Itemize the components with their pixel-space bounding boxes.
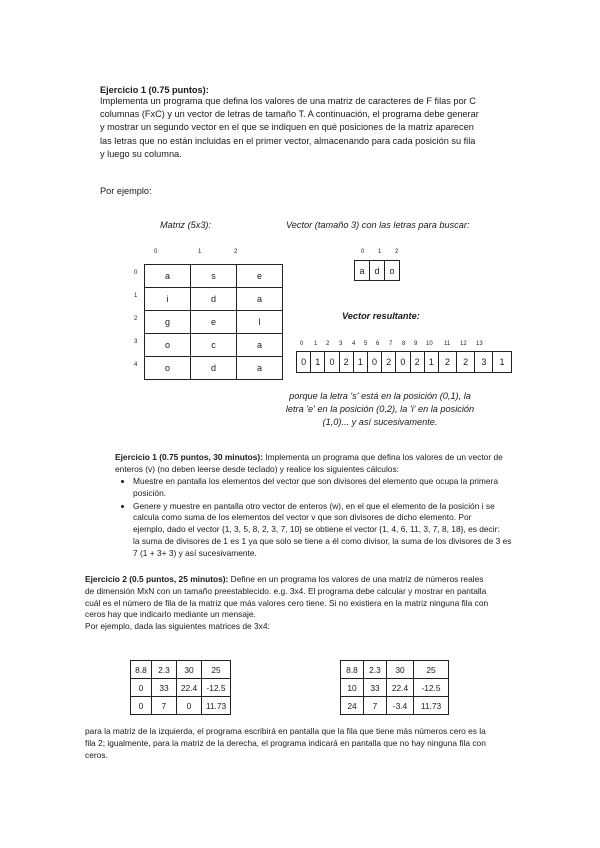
vector-index: 0 [361, 249, 365, 255]
matrix-row [145, 334, 283, 357]
result-cell: 1 [353, 352, 367, 373]
result-cell: 0 [367, 352, 381, 373]
result-row [297, 352, 512, 373]
result-index: 0 [300, 341, 304, 347]
number-cell: 30 [387, 661, 414, 679]
right-number-matrix [340, 660, 449, 715]
result-cell: 3 [475, 352, 493, 373]
bullet-list [119, 476, 519, 560]
number-cell: 0 [131, 697, 152, 715]
matrix-col-index: 1 [198, 249, 202, 255]
matrix-cell: c [191, 334, 237, 357]
matrix-row [145, 288, 283, 311]
ej2-line: Por ejemplo, dada las siguientes matrices de 3x4: [85, 621, 270, 632]
matrix-row [145, 357, 283, 380]
number-cell: 0 [177, 697, 202, 715]
matrix-cell: d [191, 288, 237, 311]
result-vector [296, 351, 512, 373]
ej2-title: Ejercicio 2 (0.5 puntos, 25 minutos): [85, 574, 229, 584]
number-matrix-row [131, 661, 231, 679]
result-index: 9 [414, 341, 418, 347]
por-ejemplo-label: Por ejemplo: [100, 186, 152, 196]
matrix-cell: a [237, 334, 283, 357]
statement-line: Implementa un programa que defina los valores de una matriz de caracteres de F filas por C [100, 96, 476, 106]
number-cell: 30 [177, 661, 202, 679]
bullet-line: calcula como suma de los elementos del vector v que son divisores de dicho elemento. Por [133, 512, 472, 523]
bullet-item [133, 476, 519, 500]
bullet-line: ejemplo, dado el vector {1, 3, 5, 8, 2, 3, 7, 10} se obtiene el vector {1, 4, 6, 11, 3, 7, 8, 18}, es decir: [133, 524, 500, 535]
matrix-col-index: 0 [154, 249, 158, 255]
search-vector [354, 260, 400, 281]
matrix-cell: i [145, 288, 191, 311]
ej2-intro-line [85, 574, 515, 586]
number-cell: -12.5 [202, 679, 231, 697]
left-number-matrix [130, 660, 231, 715]
result-index: 6 [376, 341, 380, 347]
result-cell: 2 [410, 352, 424, 373]
matrix-cell: o [145, 357, 191, 380]
vector-cell: d [370, 261, 385, 281]
explanation-line: (1,0)... y así sucesivamente. [322, 417, 438, 428]
result-index: 12 [460, 341, 467, 347]
result-explanation [280, 390, 480, 430]
explanation-line: porque la letra 's' está en la posición (0,1), la [289, 391, 471, 401]
number-cell: 0 [131, 679, 152, 697]
result-index: 1 [314, 341, 318, 347]
matrix-cell: l [237, 311, 283, 334]
matrix-row-index: 1 [134, 293, 138, 299]
number-cell: 2.3 [152, 661, 177, 679]
number-matrix-row [131, 679, 231, 697]
bullet-line: • Genere y muestre en pantalla otro vector de enteros (w), en el que el elemento de la posición i se [133, 500, 495, 511]
number-cell: 25 [202, 661, 231, 679]
closing-line: para la matriz de la izquierda, el programa escribirá en pantalla que la fila que tiene más números cero es la [85, 726, 486, 736]
result-index: 13 [476, 341, 483, 347]
matrix-cell: o [145, 334, 191, 357]
char-matrix [144, 264, 283, 380]
vector-cell: o [385, 261, 400, 281]
bullet-text: Muestre en pantalla los elementos del vector que son divisores del elemento que ocupa la primera posición. [133, 476, 498, 498]
result-cell: 0 [325, 352, 339, 373]
number-cell: 2.3 [364, 661, 387, 679]
number-cell: 33 [152, 679, 177, 697]
ej1a-title: Ejercicio 1 (0.75 puntos): [100, 85, 209, 95]
ej1b-intro [115, 452, 515, 476]
number-cell: -3.4 [387, 697, 414, 715]
result-cell: 0 [297, 352, 311, 373]
matrix-cell: s [191, 265, 237, 288]
ej2-line: de dimensión MxN con un tamaño preestablecido. e.g. 3x4. El programa debe calcular y mostrar en pantalla [85, 585, 487, 596]
number-cell: 7 [364, 697, 387, 715]
matrix-cell: e [191, 311, 237, 334]
matrix-row-index: 2 [134, 316, 138, 322]
number-cell: 25 [414, 661, 449, 679]
statement-line: las letras que no están incluidas en el primer vector, almacenando para cada posición su fila [100, 135, 476, 146]
matrix-cell: e [237, 265, 283, 288]
result-index: 4 [352, 341, 356, 347]
matrix-cell: d [191, 357, 237, 380]
statement-line: y mostrar un segundo vector en el que se indiquen en qué posiciones de la matriz aparecen [100, 122, 474, 133]
number-cell: 22.4 [177, 679, 202, 697]
matrix-row [145, 265, 283, 288]
result-cell: 2 [438, 352, 456, 373]
number-matrix-row [341, 697, 449, 715]
matrix-cell: a [237, 288, 283, 311]
result-cell: 2 [339, 352, 353, 373]
result-index: 2 [326, 341, 330, 347]
matrix-row-index: 0 [134, 270, 138, 276]
statement-line: columnas (FxC) y un vector de letras de tamaño T. A continuación, el programa debe generar [100, 109, 479, 120]
number-cell: 33 [364, 679, 387, 697]
number-cell: 7 [152, 697, 177, 715]
ej1b-intro-text: Implementa un programa que defina los valores de un vector de [263, 452, 503, 462]
bullet-line: 7 (1 + 3+ 3) y así sucesivamente. [133, 547, 257, 558]
number-matrix-row [341, 661, 449, 679]
result-cell: 1 [311, 352, 325, 373]
vector-row [355, 261, 400, 281]
matrix-label: Matriz (5x3): [160, 220, 212, 230]
closing-line: ceros. [85, 749, 108, 760]
ej2-statement [85, 574, 515, 633]
bullet-item [133, 501, 519, 560]
matrix-cell: g [145, 311, 191, 334]
ej2-line: cuál es el número de fila de la matriz que más valores cero tiene. Si no existiera en la matriz ninguna fila con [85, 597, 489, 608]
result-index: 7 [389, 341, 393, 347]
number-cell: 8.8 [131, 661, 152, 679]
result-index-row [298, 341, 482, 349]
ej1b-bullets [119, 476, 519, 561]
result-cell: 0 [396, 352, 410, 373]
result-cell: 1 [493, 352, 511, 373]
number-matrix-row [341, 679, 449, 697]
matrix-row-index: 3 [134, 339, 138, 345]
result-index: 10 [426, 341, 433, 347]
bullet-line: la suma de divisores de 1 es 1 ya que solo se tiene a él como divisor, la suma de los divisores de 3 es [133, 535, 512, 546]
matrix-row [145, 311, 283, 334]
vector-index: 2 [395, 249, 399, 255]
ej1b-title: Ejercicio 1 (0.75 puntos, 30 minutos): [115, 452, 263, 462]
matrix-cell: a [145, 265, 191, 288]
vector-label: Vector (tamaño 3) con las letras para buscar: [286, 220, 470, 230]
matrix-row-index: 4 [134, 362, 138, 368]
result-index: 5 [364, 341, 368, 347]
number-cell: 10 [341, 679, 364, 697]
ej1a-statement [100, 95, 520, 161]
result-index: 8 [402, 341, 406, 347]
explanation-line: letra 'e' en la posición (0,2), la 'i' en la posición [285, 404, 475, 415]
vector-cell: a [355, 261, 370, 281]
result-index: 3 [339, 341, 343, 347]
closing-line: fila 2; igualmente, para la matriz de la derecha, el programa indicará en pantalla que no hay ninguna fila con [85, 737, 486, 748]
ej2-line: ceros hay que indicarlo mediante un mensaje. [85, 609, 256, 620]
ej1b-intro-line: enteros (v) (no deben leerse desde teclado) y realice los siguientes cálculos: [115, 463, 399, 474]
result-cell: 2 [457, 352, 475, 373]
result-index: 11 [444, 341, 451, 347]
result-cell: 2 [382, 352, 396, 373]
result-cell: 1 [424, 352, 438, 373]
number-cell: 24 [341, 697, 364, 715]
number-cell: -12.5 [414, 679, 449, 697]
statement-line: y luego su columna. [100, 148, 182, 159]
matrix-cell: a [237, 357, 283, 380]
ej1b-intro-line [115, 452, 515, 464]
matrix-col-index: 2 [234, 249, 238, 255]
vector-index: 1 [378, 249, 382, 255]
number-cell: 8.8 [341, 661, 364, 679]
ej2-intro-text: Define en un programa los valores de una matriz de números reales [228, 574, 484, 584]
ej2-closing [85, 726, 515, 761]
number-cell: 11.73 [414, 697, 449, 715]
number-matrix-row [131, 697, 231, 715]
number-cell: 11.73 [202, 697, 231, 715]
number-cell: 22.4 [387, 679, 414, 697]
result-label: Vector resultante: [342, 311, 420, 321]
